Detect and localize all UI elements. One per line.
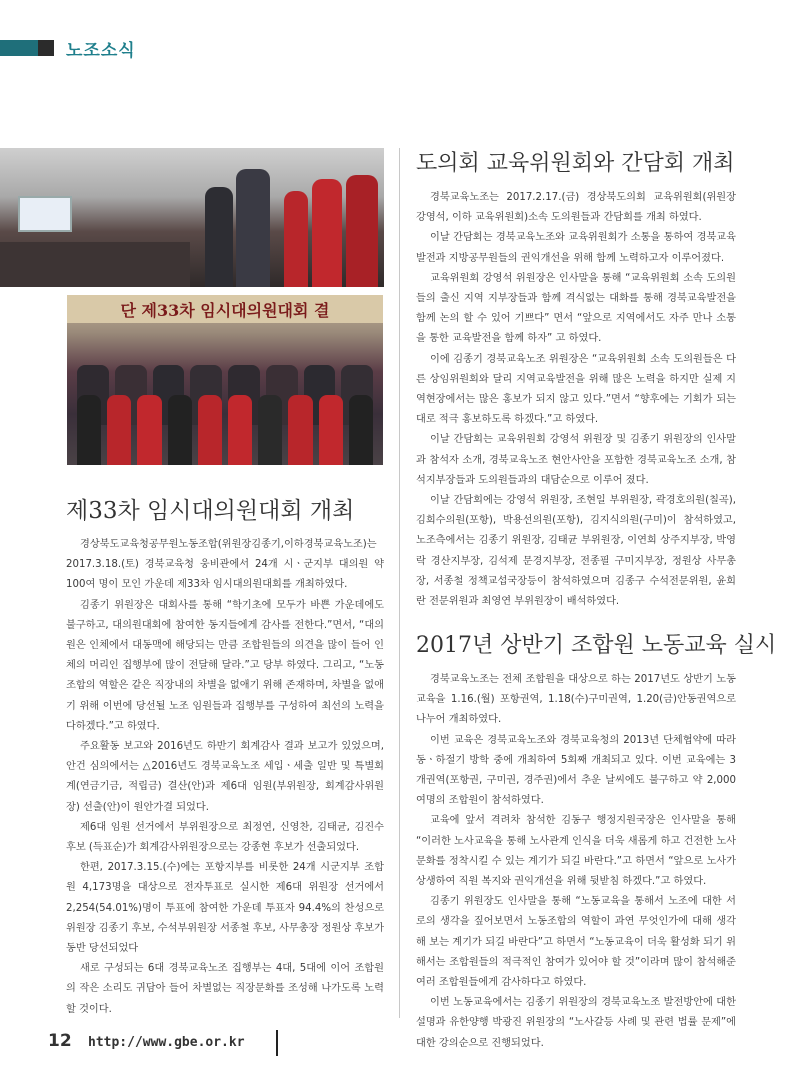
column-divider xyxy=(399,148,400,1018)
website-url[interactable]: http://www.gbe.or.kr xyxy=(88,1035,245,1050)
paragraph: 이날 간담회는 경북교육노조와 교육위원회가 소통을 통하여 경북교육발전과 지방공무원들의 권익개선을 위해 함께 노력하고자 이루어졌다. xyxy=(416,232,736,264)
paragraph: 이날 간담회에는 강영석 위원장, 조현일 부위원장, 곽경호의원(칠곡), 김희수의원(포항), 박용선의원(포항), 김지식의원(구미)이 참석하였고, 노조측에서는 김종기 위원장, 김태균 부위원장, 이연희 상주지부장, 박영락 경산지부장, 김석제 문경지부장, 전종필 구미지부장, 정원상 사무총장, 서종철 정책교섭국장등이 참석하였으며 김종구 수석전문위원, 윤희란 전문위원과 최영연 부위원장이 배석하였다. xyxy=(416,495,736,608)
paragraph: 이에 김종기 경북교육노조 위원장은 “교육위원회 소속 도의원들은 다른 상임위원회와 달리 지역교육발전을 위해 많은 노력을 하지만 실제 지역현장에서는 많은 홍보가 되지 않고 있다.”면서 “향후에는 기회가 되는대로 적극 홍보하도록 하겠다.”고 하였다. xyxy=(416,353,736,426)
paragraph: 교육에 앞서 격려차 참석한 김동구 행정지원국장은 인사말을 통해 “이러한 노사교육을 통해 노사관계 인식을 더욱 새롭게 하고 건전한 노사문화를 정착시킬 수 있는 계기가 되길 바란다.”고 하면서 “앞으로 노사가 상생하여 직원 복지와 권익개선을 위해 뒷받침 하겠다.”고 하였다. xyxy=(416,815,736,888)
page-number: 12 xyxy=(48,1031,72,1051)
section-label: 노조소식 xyxy=(66,41,136,61)
presentation-screen xyxy=(18,196,72,232)
article-title-convention: 제33차 임시대의원대회 개최 xyxy=(66,498,355,524)
audience-area xyxy=(0,242,190,287)
paragraph: 이번 노동교육에서는 김종기 위원장의 경북교육노조 발전방안에 대한 설명과 유한양행 박광진 위원장의 “노사갈등 사례 및 관련 법률 문제”에 대한 강의순으로 진행되었다. xyxy=(416,997,736,1049)
paragraph: 주요활동 보고와 2016년도 하반기 회계감사 결과 보고가 있었으며, 안건 심의에서는 △2016년도 경북교육노조 세입ㆍ세출 일반 및 특별회계(연금기금, 적립금) 결산(안)과 제6대 임원(부위원장, 회계감사위원장) 선출(안)이 원안가결 되었다. xyxy=(66,741,384,813)
article-title-labor-education: 2017년 상반기 조합원 노동교육 실시 xyxy=(416,633,777,658)
photo-delegates-group xyxy=(67,295,383,465)
person-figure xyxy=(205,187,233,287)
banner-text: 단 제33차 임시대의원대회 결 xyxy=(120,300,330,320)
paragraph: 이날 간담회는 교육위원회 강영석 위원장 및 김종기 위원장의 인사말과 참석자 소개, 경북교육노조 현안사안을 포함한 경북교육노조 소개, 참석지부장들과 도의원들과의 대담순으로 이루어 졌다. xyxy=(416,434,736,486)
footer-divider xyxy=(276,1030,278,1056)
person-figure xyxy=(346,175,378,287)
paragraph: 제6대 임원 선거에서 부위원장으로 최정연, 신영찬, 김태균, 김진수 후보 (득표순)가 회계감사위원장으로는 강종현 후보가 선출되었다. xyxy=(66,821,384,854)
event-banner xyxy=(67,295,383,323)
paragraph: 김종기 위원장은 대회사를 통해 “학기초에 모두가 바쁜 가운데에도 불구하고, 대의원대회에 참여한 동지들에게 감사를 전한다.”면서, “대의원은 인체에서 대동맥에 해당되는 만큼 조합원들의 의견을 많이 들어 인체의 머리인 집행부에 많이 전달해 달라.”고 당부 하였다. 그리고, “노동조합의 역할은 같은 직장내의 차별을 없애기 위해 존재하며, 차별을 없애기 위해 이번에 당선될 노조 임원들과 집행부를 구성하여 최선의 노력을 다하겠다.”고 하였다. xyxy=(66,599,384,732)
paragraph: 경상북도교육청공무원노동조합(위원장김종기,이하경북교육노조)는 2017.3.18.(토) 경북교육청 웅비관에서 24개 시ㆍ군지부 대의원 약 100여 명이 모인 가운데 제33차 임시대의원대회를 개최하였다. xyxy=(66,539,384,591)
person-figure xyxy=(236,169,270,287)
paragraph: 경북교육노조는 2017.2.17.(금) 경상북도의회 교육위원회(위원장 강영석, 이하 교육위원회)소속 도의원들과 간담회를 개최 하였다. xyxy=(416,192,736,224)
photo-council-meeting xyxy=(0,148,384,287)
paragraph: 새로 구성되는 6대 경북교육노조 집행부는 4대, 5대에 이어 조합원의 작은 소리도 귀담아 들어 차별없는 직장문화를 조성해 나가도록 노력할 것이다. xyxy=(66,963,384,1015)
header-dark-block xyxy=(38,40,54,56)
article-body-labor-education xyxy=(416,670,736,1054)
group-row-front xyxy=(77,395,373,465)
person-figure xyxy=(312,179,342,287)
paragraph: 교육위원회 강영석 위원장은 인사말을 통해 “교육위원회 소속 도의원들의 출신 지역 지부장들과 함께 격식없는 대화를 통해 경북교육발전을 함께 논의 할 수 있어 기쁘다” 면서 “앞으로 지역에서도 자주 만나 소통을 통한 교육발전을 함께 하자” 고 하였다. xyxy=(416,272,736,345)
paragraph: 이번 교육은 경북교육노조와 경북교육청의 2013년 단체협약에 따라 동ㆍ하절기 방학 중에 개최하여 5회째 개최되고 있다. 이번 교육에는 3개권역(포항권, 구미권, 경주권)에서 추운 날씨에도 불구하고 약 2,000여명의 조합원이 참석하였다. xyxy=(416,734,736,807)
person-figure xyxy=(284,191,308,287)
article-body-council-meeting xyxy=(416,188,736,612)
article-body-convention xyxy=(66,535,384,1020)
header-accent-bar xyxy=(0,40,38,56)
paragraph: 한편, 2017.3.15.(수)에는 포항지부를 비롯한 24개 시군지부 조합원 4,173명을 대상으로 전자투표로 실시한 제6대 위원장 선거에서 2,254(54.01%)명이 투표에 참여한 가운데 투표자 94.4%의 찬성으로 위원장 김종기 후보, 수석부위원장 서종철 후보, 사무총장 정원상 후보가 동반 당선되었다 xyxy=(66,862,384,955)
article-title-council-meeting: 도의회 교육위원회와 간담회 개최 xyxy=(416,151,735,176)
paragraph: 경북교육노조는 전체 조합원을 대상으로 하는 2017년도 상반기 노동교육을 1.16.(월) 포항권역, 1.18(수)구미권역, 1.20(금)안동권역으로 나누어 개최하였다. xyxy=(416,674,736,726)
paragraph: 김종기 위원장도 인사말을 통해 “노동교육을 통해서 노조에 대한 서로의 생각을 짚어보면서 노동조합의 역할이 과연 무엇인가에 대해 생각해 보는 계기가 되길 바란다”고 하면서 “노동교육이 더욱 활성화 되기 위해서는 조합원들의 적극적인 참여가 있어야 할 것”이라며 많이 참석해준 여러 조합원들에게 감사하다고 하였다. xyxy=(416,896,736,989)
